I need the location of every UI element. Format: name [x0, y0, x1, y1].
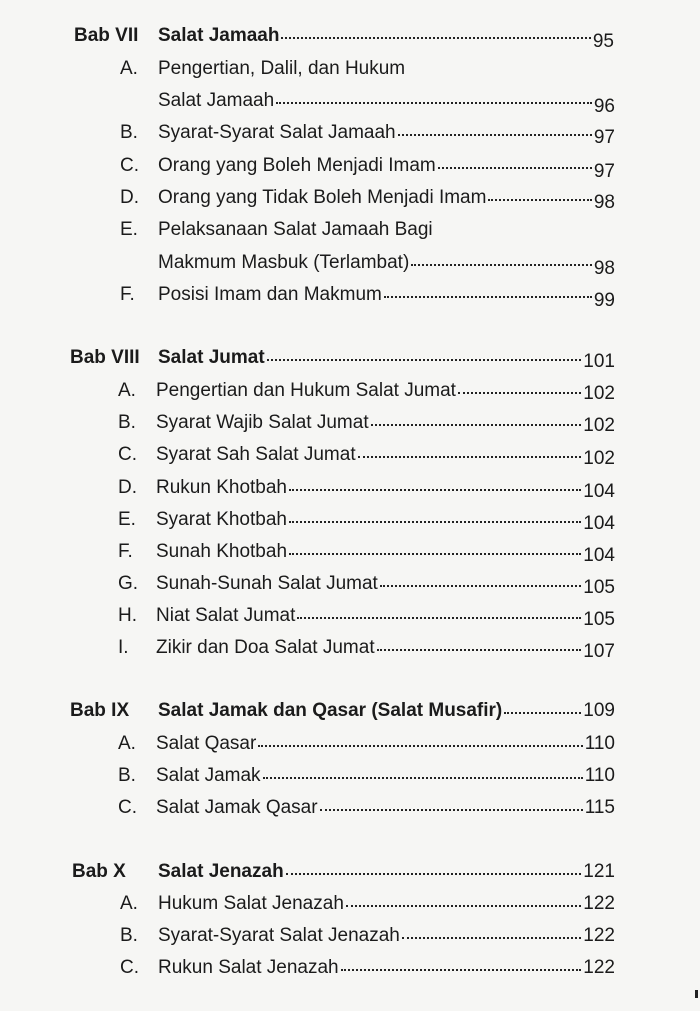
toc-item [118, 797, 615, 819]
page-number: 122 [583, 893, 615, 914]
toc-item [120, 155, 615, 182]
dot-leader [263, 777, 583, 779]
item-letter: A. [118, 380, 136, 401]
page-number: 105 [583, 577, 615, 598]
item-letter: C. [118, 444, 137, 465]
dot-leader [297, 617, 581, 619]
chapter-heading [70, 700, 615, 722]
dot-leader [438, 167, 592, 169]
page-number: 102 [583, 383, 615, 404]
dot-leader [341, 969, 582, 971]
item-title: Salat Jamak Qasar [156, 797, 318, 818]
item-letter: A. [118, 733, 136, 754]
item-title: Salat Qasar [156, 733, 257, 754]
item-letter: F. [118, 541, 133, 562]
item-title: Syarat Wajib Salat Jumat [156, 412, 369, 433]
chapter-number: Bab VIII [70, 347, 140, 368]
page-number: 104 [583, 545, 615, 566]
toc-item [120, 893, 615, 915]
page-number: 107 [583, 641, 615, 662]
toc-item [118, 541, 615, 566]
toc-item [120, 219, 615, 241]
dot-leader [384, 296, 592, 298]
dot-leader [411, 264, 592, 266]
item-title: Pelaksanaan Salat Jamaah Bagi [158, 219, 433, 240]
toc-item [118, 605, 615, 630]
toc-item [118, 765, 615, 787]
item-title: Sunah-Sunah Salat Jumat [156, 573, 378, 594]
dot-leader [289, 553, 581, 555]
item-letter: D. [120, 187, 139, 208]
page-number: 102 [583, 415, 615, 436]
item-letter: C. [118, 797, 137, 818]
page-number: 96 [593, 96, 615, 117]
dot-leader [346, 905, 581, 907]
item-letter: H. [118, 605, 137, 626]
chapter-heading [70, 347, 615, 372]
dot-leader [380, 585, 581, 587]
toc-item [120, 925, 615, 947]
item-letter: A. [120, 893, 138, 914]
dot-leader [458, 392, 581, 394]
chapter-number: Bab X [72, 861, 126, 882]
item-letter: B. [118, 765, 136, 786]
item-letter: C. [120, 155, 139, 176]
dot-leader [371, 424, 582, 426]
dot-leader [276, 102, 592, 104]
page-number: 115 [584, 797, 615, 818]
toc-item-continuation [158, 252, 615, 279]
chapter-heading [74, 25, 614, 52]
chapter-title: Salat Jamaah [158, 25, 280, 46]
item-title: Salat Jamak [156, 765, 261, 786]
page-number: 95 [592, 31, 614, 52]
page-number: 102 [583, 448, 615, 469]
item-title: Posisi Imam dan Makmum [158, 284, 382, 305]
toc-item [120, 284, 615, 311]
item-title: Sunah Khotbah [156, 541, 288, 562]
dot-leader [402, 937, 581, 939]
item-title: Pengertian dan Hukum Salat Jumat [156, 380, 456, 401]
dot-leader [488, 199, 591, 201]
chapter-title: Salat Jumat [158, 347, 265, 368]
page-number: 110 [584, 765, 615, 786]
chapter-title: Salat Jamak dan Qasar (Salat Musafir) [158, 700, 503, 721]
chapter-number: Bab VII [74, 25, 139, 46]
toc-item [120, 58, 615, 80]
toc-item [120, 957, 615, 979]
item-title: Rukun Khotbah [156, 477, 287, 498]
page-number: 109 [583, 700, 615, 721]
page-number: 97 [593, 161, 615, 182]
toc-item [118, 444, 615, 469]
item-title: Orang yang Boleh Menjadi Imam [158, 155, 436, 176]
item-title-continued: Makmum Masbuk (Terlambat) [158, 252, 410, 273]
dot-leader [289, 521, 581, 523]
toc-item [118, 733, 615, 755]
item-title: Hukum Salat Jenazah [158, 893, 344, 914]
chapter-title: Salat Jenazah [158, 861, 284, 882]
item-letter: E. [118, 509, 136, 530]
chapter-number: Bab IX [70, 700, 130, 721]
item-letter: B. [120, 122, 138, 143]
item-letter: D. [118, 477, 137, 498]
toc-item [118, 573, 615, 598]
item-title-continued: Salat Jamaah [158, 90, 275, 111]
page-number: 97 [593, 127, 615, 148]
dot-leader [281, 37, 590, 39]
toc-item-continuation [158, 90, 615, 117]
page-number: 121 [583, 861, 615, 882]
page-number: 104 [583, 481, 615, 502]
item-letter: A. [120, 58, 138, 79]
page-number: 104 [583, 513, 615, 534]
page-number: 99 [593, 290, 615, 311]
dot-leader [398, 134, 592, 136]
dot-leader [358, 456, 582, 458]
toc-item [118, 477, 615, 502]
page-edge-mark [695, 990, 698, 998]
page-number: 122 [583, 925, 615, 946]
dot-leader [267, 359, 582, 361]
page-number: 110 [584, 733, 615, 754]
item-letter: B. [120, 925, 138, 946]
item-title: Syarat Sah Salat Jumat [156, 444, 356, 465]
toc-item [118, 412, 615, 434]
toc-item [120, 122, 615, 148]
item-letter: G. [118, 573, 139, 594]
chapter-heading [72, 861, 615, 883]
dot-leader [258, 745, 582, 747]
dot-leader [289, 489, 581, 491]
item-title: Rukun Salat Jenazah [158, 957, 339, 978]
item-title: Zikir dan Doa Salat Jumat [156, 637, 375, 658]
dot-leader [504, 712, 581, 714]
dot-leader [377, 649, 582, 651]
dot-leader [286, 873, 582, 875]
page-number: 98 [593, 258, 615, 279]
toc-item [120, 187, 615, 213]
item-title: Syarat Khotbah [156, 509, 287, 530]
toc-item [118, 380, 615, 402]
page-number: 122 [583, 957, 615, 978]
dot-leader [320, 809, 583, 811]
toc-item [118, 509, 615, 534]
page-number: 105 [583, 609, 615, 630]
item-title: Niat Salat Jumat [156, 605, 296, 626]
item-letter: I. [118, 637, 129, 658]
toc-item [118, 637, 615, 662]
item-title: Orang yang Tidak Boleh Menjadi Imam [158, 187, 487, 208]
page-number: 101 [583, 351, 615, 372]
item-letter: B. [118, 412, 136, 433]
item-letter: E. [120, 219, 138, 240]
item-letter: F. [120, 284, 135, 305]
page-number: 98 [593, 192, 615, 213]
item-title: Pengertian, Dalil, dan Hukum [158, 58, 406, 79]
item-title: Syarat-Syarat Salat Jamaah [158, 122, 396, 143]
item-letter: C. [120, 957, 139, 978]
item-title: Syarat-Syarat Salat Jenazah [158, 925, 400, 946]
